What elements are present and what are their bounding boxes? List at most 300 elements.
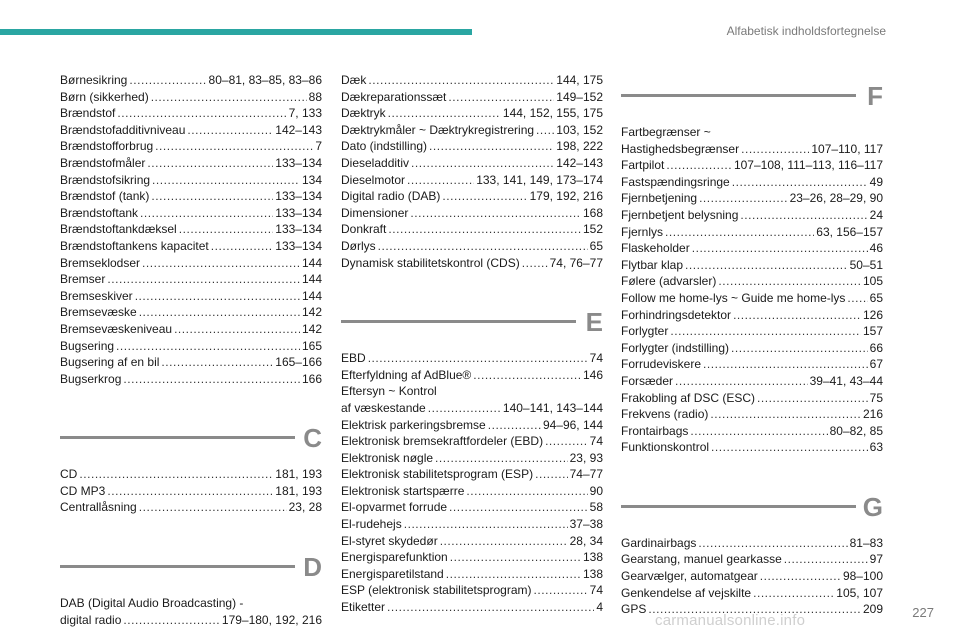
page-ref: 142 bbox=[301, 305, 322, 320]
dot-leader bbox=[139, 304, 300, 321]
dot-leader bbox=[388, 221, 581, 238]
dot-leader bbox=[435, 450, 568, 467]
dot-leader bbox=[429, 138, 554, 155]
page-ref: 144 bbox=[301, 288, 322, 303]
index-entry-lead: Eftersyn ~ Kontrol bbox=[341, 384, 437, 399]
index-term: Hastighedsbegrænser bbox=[621, 141, 740, 156]
index-entry bbox=[621, 551, 883, 568]
index-entry bbox=[341, 255, 603, 272]
index-entry bbox=[621, 157, 883, 174]
dot-leader bbox=[450, 549, 581, 566]
index-entry bbox=[621, 423, 883, 440]
page-ref: 157 bbox=[862, 324, 883, 339]
dot-leader bbox=[135, 288, 300, 305]
section-title: Alfabetisk indholdsfortegnelse bbox=[726, 24, 886, 38]
index-term: Brændstofsikring bbox=[60, 172, 151, 187]
index-entry bbox=[60, 172, 322, 189]
index-term: Follow me home-lys ~ Guide me home-lys bbox=[621, 290, 846, 305]
index-term: Elektronisk nøgle bbox=[341, 450, 434, 465]
dot-leader bbox=[670, 323, 861, 340]
dot-leader bbox=[449, 499, 588, 516]
index-entry bbox=[621, 290, 883, 307]
index-term: Genkendelse af vejskilte bbox=[621, 585, 752, 600]
page-ref: 98–100 bbox=[842, 569, 883, 584]
page-ref: 39–41, 43–44 bbox=[809, 373, 883, 388]
page-ref: 46 bbox=[869, 241, 883, 256]
index-entry bbox=[621, 240, 883, 257]
heading-letter: D bbox=[303, 552, 322, 583]
index-entry bbox=[341, 172, 603, 189]
index-term: Dæktryk bbox=[341, 106, 386, 121]
page-ref: 142–143 bbox=[556, 155, 603, 170]
page-ref: 65 bbox=[869, 290, 883, 305]
dot-leader bbox=[378, 238, 588, 255]
dot-leader bbox=[152, 172, 300, 189]
index-term: Energisparetilstand bbox=[341, 566, 444, 581]
index-term: El-opvarmet forrude bbox=[341, 500, 448, 515]
dot-leader bbox=[79, 466, 273, 483]
dot-leader bbox=[784, 551, 868, 568]
page-ref: 198, 222 bbox=[556, 139, 603, 154]
index-term: Energisparefunktion bbox=[341, 550, 448, 565]
dot-leader bbox=[174, 321, 300, 338]
letter-heading bbox=[621, 67, 883, 124]
index-entry bbox=[341, 105, 603, 122]
page-ref: 142–143 bbox=[275, 122, 322, 137]
page-ref: 81–83 bbox=[849, 535, 883, 550]
dot-leader bbox=[740, 207, 867, 224]
index-entry bbox=[60, 221, 322, 238]
index-entry bbox=[341, 188, 603, 205]
index-term: Gearstang, manuel gearkasse bbox=[621, 552, 782, 567]
page-ref: 138 bbox=[582, 566, 603, 581]
page-ref: 80–81, 83–85, 83–86 bbox=[208, 73, 322, 87]
page-ref: 140–141, 143–144 bbox=[502, 400, 603, 415]
index-term: Fastspændingsringe bbox=[621, 174, 730, 189]
index-entry bbox=[60, 304, 322, 321]
dot-leader bbox=[534, 582, 588, 599]
page-ref: 94–96, 144 bbox=[542, 417, 603, 432]
dot-leader bbox=[448, 89, 554, 106]
index-term: Bugserkrog bbox=[60, 371, 122, 386]
index-entry bbox=[60, 612, 322, 629]
page-ref: 133–134 bbox=[275, 205, 322, 220]
index-entry bbox=[60, 138, 322, 155]
index-entry bbox=[60, 205, 322, 222]
dot-leader bbox=[440, 533, 568, 550]
dot-leader bbox=[387, 599, 594, 616]
index-entry bbox=[60, 188, 322, 205]
index-term: Bugsering af en bil bbox=[60, 355, 160, 370]
page-ref: 133–134 bbox=[275, 222, 322, 237]
dot-leader bbox=[757, 390, 868, 407]
page-ref: 74–77 bbox=[569, 467, 603, 482]
dot-leader bbox=[466, 483, 587, 500]
dot-leader bbox=[710, 406, 861, 423]
dot-leader bbox=[129, 72, 206, 89]
index-term: Gearvælger, automatgear bbox=[621, 569, 758, 584]
index-column-3 bbox=[621, 72, 883, 618]
page-ref: 107–108, 111–113, 116–117 bbox=[733, 158, 883, 173]
index-entry bbox=[60, 321, 322, 338]
page-ref: 103, 152 bbox=[556, 122, 603, 137]
dot-leader bbox=[711, 439, 868, 456]
index-term: Brændstofadditivniveau bbox=[60, 122, 186, 137]
dot-leader bbox=[741, 141, 809, 158]
dot-leader bbox=[733, 307, 861, 324]
dot-leader bbox=[488, 417, 541, 434]
index-term: CD MP3 bbox=[60, 483, 106, 498]
index-term: Dieseladditiv bbox=[341, 155, 410, 170]
index-term: CD bbox=[60, 467, 78, 482]
page-number: 227 bbox=[912, 605, 934, 620]
index-entry bbox=[341, 221, 603, 238]
index-entry bbox=[341, 138, 603, 155]
index-column-2 bbox=[341, 72, 603, 616]
page-ref: 24 bbox=[869, 207, 883, 222]
page-ref: 75 bbox=[869, 390, 883, 405]
page-ref: 49 bbox=[869, 174, 883, 189]
index-term: af væskestande bbox=[341, 400, 426, 415]
page-ref: 144 bbox=[301, 255, 322, 270]
dot-leader bbox=[698, 535, 847, 552]
index-term: Brændstoftank bbox=[60, 205, 139, 220]
dot-leader bbox=[446, 566, 581, 583]
index-term: Bremser bbox=[60, 272, 106, 287]
index-term: GPS bbox=[621, 602, 647, 617]
dot-leader bbox=[410, 205, 581, 222]
index-term: Efterfyldning af AdBlue® bbox=[341, 367, 472, 382]
page-ref: 88 bbox=[308, 89, 322, 104]
page-ref: 144, 152, 155, 175 bbox=[502, 106, 603, 121]
dot-leader bbox=[368, 350, 588, 367]
index-entry bbox=[341, 155, 603, 172]
index-entry bbox=[621, 373, 883, 390]
index-term: Børn (sikkerhed) bbox=[60, 89, 149, 104]
page-ref: 74 bbox=[589, 351, 603, 366]
page-ref: 97 bbox=[869, 552, 883, 567]
dot-leader bbox=[442, 188, 527, 205]
index-entry bbox=[341, 205, 603, 222]
page-ref: 133–134 bbox=[275, 189, 322, 204]
index-entry bbox=[60, 238, 322, 255]
index-term: Gardinairbags bbox=[621, 535, 697, 550]
dot-leader bbox=[117, 105, 286, 122]
dot-leader bbox=[428, 400, 501, 417]
dot-leader bbox=[139, 499, 287, 516]
index-term: Digital radio (DAB) bbox=[341, 189, 441, 204]
page-ref: 90 bbox=[589, 483, 603, 498]
dot-leader bbox=[666, 157, 732, 174]
index-entry bbox=[60, 89, 322, 106]
dot-leader bbox=[123, 612, 220, 629]
page-ref: 7, 133 bbox=[288, 106, 322, 121]
page-ref: 74, 76–77 bbox=[549, 255, 603, 270]
dot-leader bbox=[473, 367, 581, 384]
index-entry bbox=[341, 417, 603, 434]
dot-leader bbox=[522, 255, 548, 272]
index-entry bbox=[621, 307, 883, 324]
letter-heading bbox=[60, 538, 322, 595]
heading-letter: F bbox=[867, 81, 883, 111]
index-entry bbox=[341, 450, 603, 467]
index-entry bbox=[60, 255, 322, 272]
heading-letter: C bbox=[303, 423, 322, 454]
page-ref: 138 bbox=[582, 550, 603, 565]
index-term: Elektrisk parkeringsbremse bbox=[341, 417, 486, 432]
dot-leader bbox=[179, 221, 274, 238]
index-entry bbox=[341, 433, 603, 450]
index-entry bbox=[60, 122, 322, 139]
index-entry bbox=[341, 566, 603, 583]
index-column-1 bbox=[60, 72, 322, 628]
dot-leader bbox=[116, 338, 300, 355]
index-term: Fjernbetjent belysning bbox=[621, 207, 739, 222]
index-term: Brændstof (tank) bbox=[60, 189, 150, 204]
index-entry bbox=[60, 288, 322, 305]
index-entry bbox=[621, 356, 883, 373]
index-entry bbox=[60, 354, 322, 371]
index-entry bbox=[341, 466, 603, 483]
heading-letter: E bbox=[585, 307, 603, 338]
header-accent-bar bbox=[0, 29, 472, 35]
dot-leader bbox=[151, 89, 307, 106]
index-entry bbox=[60, 338, 322, 355]
page-ref: 4 bbox=[596, 600, 603, 615]
index-term: Brændstof bbox=[60, 106, 116, 121]
index-term: El-styret skydedør bbox=[341, 533, 438, 548]
index-entry bbox=[621, 439, 883, 456]
page-ref: 142 bbox=[301, 321, 322, 336]
index-entry bbox=[60, 483, 322, 500]
page-ref: 80–82, 85 bbox=[829, 423, 883, 438]
index-entry bbox=[621, 535, 883, 552]
page-ref: 144, 175 bbox=[556, 73, 603, 87]
index-entry bbox=[621, 585, 883, 602]
index-term: Bremseskiver bbox=[60, 288, 133, 303]
page-ref: 7 bbox=[315, 139, 322, 154]
index-entry bbox=[341, 400, 603, 417]
index-term: Dynamisk stabilitetskontrol (CDS) bbox=[341, 255, 520, 270]
page-ref: 133, 141, 149, 173–174 bbox=[476, 172, 603, 187]
index-term: Donkraft bbox=[341, 222, 387, 237]
dot-leader bbox=[161, 354, 273, 371]
index-entry bbox=[341, 350, 603, 367]
page-ref: 216 bbox=[862, 407, 883, 422]
dot-leader bbox=[368, 72, 554, 89]
dot-leader bbox=[718, 273, 861, 290]
page-ref: 209 bbox=[862, 602, 883, 617]
index-entry-lead: DAB (Digital Audio Broadcasting) - bbox=[60, 596, 244, 611]
page-ref: 152 bbox=[582, 222, 603, 237]
dot-leader bbox=[155, 138, 313, 155]
dot-leader bbox=[142, 255, 300, 272]
dot-leader bbox=[535, 466, 568, 483]
dot-leader bbox=[107, 271, 300, 288]
index-term: Forsæder bbox=[621, 373, 674, 388]
page-ref: 28, 34 bbox=[569, 533, 603, 548]
heading-rule bbox=[621, 94, 856, 97]
index-term: Brændstofmåler bbox=[60, 155, 146, 170]
letter-heading bbox=[60, 409, 322, 466]
index-term: Dæktrykmåler ~ Dæktrykregistrering bbox=[341, 122, 535, 137]
index-term: Børnesikring bbox=[60, 73, 128, 87]
page-ref: 50–51 bbox=[849, 257, 883, 272]
index-entry bbox=[621, 190, 883, 207]
index-entry bbox=[60, 371, 322, 388]
dot-leader bbox=[123, 371, 300, 388]
dot-leader bbox=[388, 105, 501, 122]
index-term: Flytbar klap bbox=[621, 257, 684, 272]
dot-leader bbox=[760, 568, 841, 585]
dot-leader bbox=[690, 423, 827, 440]
index-entry bbox=[60, 499, 322, 516]
index-entry bbox=[621, 224, 883, 241]
index-term: Elektronisk bremsekraftfordeler (EBD) bbox=[341, 434, 544, 449]
index-entry bbox=[621, 406, 883, 423]
page-ref: 126 bbox=[862, 307, 883, 322]
index-entry bbox=[621, 207, 883, 224]
index-entry bbox=[341, 533, 603, 550]
page-ref: 166 bbox=[301, 371, 322, 386]
index-term: Fjernbetjening bbox=[621, 191, 698, 206]
index-term: Elektronisk stabilitetsprogram (ESP) bbox=[341, 467, 534, 482]
index-term: Frakobling af DSC (ESC) bbox=[621, 390, 756, 405]
page-ref: 149–152 bbox=[556, 89, 603, 104]
page-ref: 144 bbox=[301, 272, 322, 287]
index-term: Forlygter (indstilling) bbox=[621, 340, 730, 355]
heading-rule bbox=[341, 320, 576, 323]
index-term: Flaskeholder bbox=[621, 241, 690, 256]
dot-leader bbox=[187, 122, 273, 139]
dot-leader bbox=[211, 238, 274, 255]
index-term: ESP (elektronisk stabilitetsprogram) bbox=[341, 583, 532, 598]
index-term: Bremseklodser bbox=[60, 255, 141, 270]
page-ref: 168 bbox=[582, 205, 603, 220]
page-ref: 37–38 bbox=[569, 517, 603, 532]
index-entry bbox=[621, 141, 883, 158]
index-entry bbox=[60, 105, 322, 122]
heading-rule bbox=[621, 505, 856, 508]
page-ref: 181, 193 bbox=[275, 483, 322, 498]
index-entry bbox=[621, 257, 883, 274]
index-term: Dimensioner bbox=[341, 205, 409, 220]
index-term: Dato (indstilling) bbox=[341, 139, 428, 154]
letter-heading bbox=[621, 478, 883, 535]
index-term: Dæk bbox=[341, 73, 367, 87]
page-ref: 63 bbox=[869, 440, 883, 455]
index-entry bbox=[341, 582, 603, 599]
index-entry bbox=[621, 174, 883, 191]
page-ref: 105, 107 bbox=[836, 585, 883, 600]
page-ref: 67 bbox=[869, 357, 883, 372]
index-term: Dækreparationssæt bbox=[341, 89, 447, 104]
dot-leader bbox=[703, 356, 868, 373]
dot-leader bbox=[404, 516, 568, 533]
page-ref: 179–180, 192, 216 bbox=[221, 612, 322, 627]
index-entry bbox=[341, 122, 603, 139]
dot-leader bbox=[147, 155, 273, 172]
letter-heading bbox=[341, 293, 603, 350]
dot-leader bbox=[753, 585, 834, 602]
index-term: Fartpilot bbox=[621, 158, 665, 173]
page-ref: 165–166 bbox=[275, 355, 322, 370]
dot-leader bbox=[545, 433, 588, 450]
index-entry-lead: Fartbegrænser ~ bbox=[621, 125, 711, 139]
page-ref: 105 bbox=[862, 274, 883, 289]
page-ref: 23–26, 28–29, 90 bbox=[789, 191, 883, 206]
dot-leader bbox=[699, 190, 788, 207]
index-entry bbox=[341, 72, 603, 89]
index-entry bbox=[621, 323, 883, 340]
page-ref: 58 bbox=[589, 500, 603, 515]
index-entry bbox=[341, 516, 603, 533]
dot-leader bbox=[107, 483, 273, 500]
index-term: Fjernlys bbox=[621, 224, 664, 239]
index-term: Elektronisk startspærre bbox=[341, 483, 465, 498]
page-ref: 63, 156–157 bbox=[816, 224, 883, 239]
heading-rule bbox=[60, 436, 295, 439]
dot-leader bbox=[675, 373, 808, 390]
dot-leader bbox=[692, 240, 868, 257]
page-ref: 23, 28 bbox=[288, 500, 322, 515]
dot-leader bbox=[731, 340, 868, 357]
index-term: Brændstoftankdæksel bbox=[60, 222, 177, 237]
page-ref: 146 bbox=[582, 367, 603, 382]
page-ref: 133–134 bbox=[275, 155, 322, 170]
index-entry bbox=[60, 155, 322, 172]
dot-leader bbox=[407, 172, 474, 189]
index-term: EBD bbox=[341, 351, 366, 366]
index-term: Frontairbags bbox=[621, 423, 689, 438]
index-entry bbox=[621, 340, 883, 357]
index-term: Forhindringsdetektor bbox=[621, 307, 732, 322]
index-entry bbox=[341, 599, 603, 616]
dot-leader bbox=[411, 155, 554, 172]
dot-leader bbox=[847, 290, 867, 307]
index-term: digital radio bbox=[60, 612, 122, 627]
heading-letter: G bbox=[862, 491, 883, 522]
dot-leader bbox=[140, 205, 273, 222]
dot-leader bbox=[536, 122, 554, 139]
dot-leader bbox=[151, 188, 273, 205]
index-term: Dørlys bbox=[341, 238, 376, 253]
page-ref: 181, 193 bbox=[275, 467, 322, 482]
index-entry bbox=[621, 273, 883, 290]
index-term: Brændstoftankens kapacitet bbox=[60, 238, 209, 253]
index-entry bbox=[341, 549, 603, 566]
index-term: Brændstofforbrug bbox=[60, 139, 154, 154]
dot-leader bbox=[665, 224, 814, 241]
page-ref: 65 bbox=[589, 238, 603, 253]
index-term: Bremsevæskeniveau bbox=[60, 321, 173, 336]
index-term: Bremsevæske bbox=[60, 305, 137, 320]
index-entry bbox=[341, 238, 603, 255]
index-entry bbox=[60, 72, 322, 89]
index-entry bbox=[60, 466, 322, 483]
page-ref: 23, 93 bbox=[569, 450, 603, 465]
page-ref: 66 bbox=[869, 340, 883, 355]
page-ref: 133–134 bbox=[275, 238, 322, 253]
page-ref: 74 bbox=[589, 583, 603, 598]
index-entry bbox=[341, 499, 603, 516]
watermark: carmanualsonline.info bbox=[655, 612, 806, 629]
index-entry bbox=[60, 271, 322, 288]
index-term: Forrudeviskere bbox=[621, 357, 702, 372]
dot-leader bbox=[732, 174, 868, 191]
heading-rule bbox=[60, 565, 295, 568]
index-term: Forlygter bbox=[621, 324, 669, 339]
